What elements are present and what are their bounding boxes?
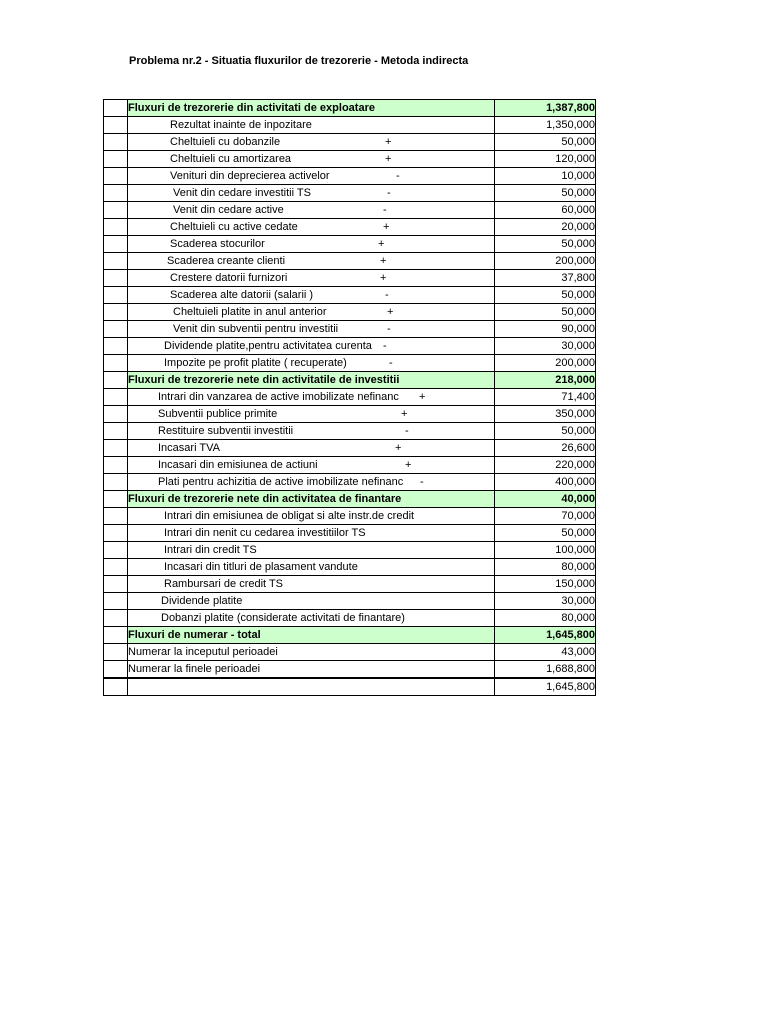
table-row: [104, 542, 596, 559]
table-row: [104, 610, 596, 627]
row-sign: +: [383, 221, 390, 233]
row-label-cell: [128, 219, 495, 236]
row-label-cell: [128, 168, 495, 185]
row-blank-cell: [104, 185, 128, 202]
row-blank-cell: [104, 627, 128, 644]
row-value-cell: 50,000: [495, 423, 596, 440]
row-sign: +: [419, 391, 426, 403]
row-value-cell: 220,000: [495, 457, 596, 474]
row-label-cell: [128, 627, 495, 644]
row-blank-cell: [104, 168, 128, 185]
table-row: [104, 219, 596, 236]
table-row: [104, 661, 596, 679]
table-row: [104, 559, 596, 576]
table-row: [104, 525, 596, 542]
row-value-cell: 20,000: [495, 219, 596, 236]
row-blank-cell: [104, 491, 128, 508]
row-label: Restituire subventii investitii: [158, 425, 294, 437]
row-blank-cell: [104, 474, 128, 491]
row-label: Incasari din titluri de plasament vandute: [164, 561, 358, 573]
row-blank-cell: [104, 610, 128, 627]
row-value-cell: 50,000: [495, 236, 596, 253]
row-label: Subventii publice primite: [158, 408, 278, 420]
table-row: [104, 117, 596, 134]
row-blank-cell: [104, 151, 128, 168]
row-label: Fluxuri de trezorerie din activitati de exploatare: [128, 102, 375, 114]
row-blank-cell: [104, 304, 128, 321]
table-row: [104, 168, 596, 185]
row-sign: +: [380, 272, 387, 284]
row-label: Fluxuri de trezorerie nete din activitatea de finantare: [128, 493, 402, 505]
row-label: Rambursari de credit TS: [164, 578, 284, 590]
table-row: [104, 576, 596, 593]
table-row: [104, 593, 596, 610]
row-value-cell: 80,000: [495, 559, 596, 576]
row-value-cell: 100,000: [495, 542, 596, 559]
row-sign: +: [405, 459, 412, 471]
section-header-row: [104, 372, 596, 389]
table-row: [104, 304, 596, 321]
row-label-cell: [128, 559, 495, 576]
row-value-cell: 50,000: [495, 287, 596, 304]
row-label: Intrari din nenit cu cedarea investitiilor TS: [164, 527, 366, 539]
row-label-cell: [128, 525, 495, 542]
row-label: Fluxuri de numerar - total: [128, 629, 261, 641]
cash-flow-table: [103, 99, 596, 696]
row-sign: +: [387, 306, 394, 318]
page-title: Problema nr.2 - Situatia fluxurilor de trezorerie - Metoda indirecta: [129, 55, 469, 67]
row-value-cell: 26,600: [495, 440, 596, 457]
row-sign: -: [383, 340, 387, 352]
row-label: Venit din cedare investitii TS: [173, 187, 311, 199]
row-value-cell: 37,800: [495, 270, 596, 287]
row-blank-cell: [104, 593, 128, 610]
row-value-cell: 1,387,800: [495, 100, 596, 117]
row-sign: +: [380, 255, 387, 267]
row-blank-cell: [104, 678, 128, 696]
row-blank-cell: [104, 457, 128, 474]
row-blank-cell: [104, 117, 128, 134]
row-blank-cell: [104, 389, 128, 406]
row-blank-cell: [104, 542, 128, 559]
row-value-cell: 150,000: [495, 576, 596, 593]
row-blank-cell: [104, 525, 128, 542]
section-header-row: [104, 627, 596, 644]
row-value-cell: 50,000: [495, 134, 596, 151]
row-label: Scaderea stocurilor: [170, 238, 265, 250]
row-label: Intrari din credit TS: [164, 544, 257, 556]
table-row: [104, 287, 596, 304]
row-label-cell: [128, 474, 495, 491]
row-value-cell: 50,000: [495, 185, 596, 202]
row-label: Cheltuieli cu active cedate: [170, 221, 298, 233]
row-label-cell: [128, 287, 495, 304]
row-blank-cell: [104, 270, 128, 287]
table-row: [104, 236, 596, 253]
row-label-cell: [128, 270, 495, 287]
table-row: [104, 457, 596, 474]
row-blank-cell: [104, 338, 128, 355]
table-row: [104, 406, 596, 423]
row-value-cell: 60,000: [495, 202, 596, 219]
row-label: Cheltuieli cu dobanzile: [170, 136, 281, 148]
row-blank-cell: [104, 372, 128, 389]
row-label-cell: [128, 406, 495, 423]
row-value-cell: 218,000: [495, 372, 596, 389]
row-label: Venit din subventii pentru investitii: [173, 323, 339, 335]
row-label: Intrari din emisiunea de obligat si alte instr.de credit: [164, 510, 415, 522]
row-label-cell: [128, 355, 495, 372]
row-label: Plati pentru achizitia de active imobilizate nefinanc: [158, 476, 404, 488]
row-label-cell: [128, 491, 495, 508]
section-header-row: [104, 100, 596, 117]
row-label-cell: [128, 253, 495, 270]
row-label: Dividende platite,pentru activitatea curenta: [164, 340, 372, 352]
row-label: Cheltuieli platite in anul anterior: [173, 306, 327, 318]
row-label-cell: [128, 151, 495, 168]
table-row: [104, 644, 596, 661]
row-label: Venituri din deprecierea activelor: [170, 170, 330, 182]
row-label-cell: [128, 304, 495, 321]
row-label: Dividende platite: [161, 595, 243, 607]
row-blank-cell: [104, 202, 128, 219]
row-sign: +: [378, 238, 385, 250]
row-label-cell: [128, 202, 495, 219]
row-sign: -: [405, 425, 409, 437]
row-blank-cell: [104, 644, 128, 661]
row-blank-cell: [104, 508, 128, 525]
row-blank-cell: [104, 100, 128, 117]
section-header-row: [104, 491, 596, 508]
row-value-cell: 1,350,000: [495, 117, 596, 134]
table-row: [104, 321, 596, 338]
row-blank-cell: [104, 236, 128, 253]
row-sign: +: [395, 442, 402, 454]
row-label: Cheltuieli cu amortizarea: [170, 153, 292, 165]
row-sign: -: [389, 357, 393, 369]
row-value-cell: 71,400: [495, 389, 596, 406]
row-value-cell: 50,000: [495, 525, 596, 542]
row-label-cell: [128, 389, 495, 406]
row-blank-cell: [104, 423, 128, 440]
row-label-cell: [128, 593, 495, 610]
row-label: Numerar la inceputul perioadei: [128, 646, 278, 658]
row-blank-cell: [104, 219, 128, 236]
row-sign: -: [387, 187, 391, 199]
row-value-cell: 30,000: [495, 338, 596, 355]
row-sign: -: [383, 204, 387, 216]
row-blank-cell: [104, 253, 128, 270]
table-row: [104, 423, 596, 440]
row-value-cell: 400,000: [495, 474, 596, 491]
row-label-cell: [128, 117, 495, 134]
row-value-cell: 50,000: [495, 304, 596, 321]
row-label-cell: [128, 423, 495, 440]
table-row: [104, 338, 596, 355]
row-value-cell: 43,000: [495, 644, 596, 661]
row-sign: -: [387, 323, 391, 335]
row-value-cell: 80,000: [495, 610, 596, 627]
row-sign: -: [385, 289, 389, 301]
row-label-cell: [128, 372, 495, 389]
table-row: [104, 134, 596, 151]
row-label-cell: [128, 661, 495, 679]
row-value-cell: 1,645,800: [495, 627, 596, 644]
row-label-cell: [128, 678, 495, 696]
row-sign: +: [385, 136, 392, 148]
row-sign: +: [401, 408, 408, 420]
row-value-cell: 1,645,800: [495, 678, 596, 696]
row-blank-cell: [104, 661, 128, 679]
table-row: [104, 389, 596, 406]
row-label-cell: [128, 457, 495, 474]
row-blank-cell: [104, 287, 128, 304]
row-label: Venit din cedare active: [173, 204, 284, 216]
table-row: [104, 474, 596, 491]
row-blank-cell: [104, 406, 128, 423]
row-label-cell: [128, 508, 495, 525]
row-label-cell: [128, 576, 495, 593]
row-value-cell: 40,000: [495, 491, 596, 508]
row-label: Scaderea creante clienti: [167, 255, 286, 267]
row-blank-cell: [104, 355, 128, 372]
row-label: Numerar la finele perioadei: [128, 663, 261, 675]
table-row: [104, 678, 596, 696]
row-label: Intrari din vanzarea de active imobilizate nefinanc: [158, 391, 399, 403]
row-value-cell: 350,000: [495, 406, 596, 423]
row-label: Scaderea alte datorii (salarii ): [170, 289, 314, 301]
row-value-cell: 30,000: [495, 593, 596, 610]
table-row: [104, 440, 596, 457]
row-value-cell: 1,688,800: [495, 661, 596, 679]
row-value-cell: 120,000: [495, 151, 596, 168]
row-label-cell: [128, 610, 495, 627]
row-label-cell: [128, 185, 495, 202]
row-label-cell: [128, 100, 495, 117]
table-row: [104, 270, 596, 287]
row-label: Dobanzi platite (considerate activitati de finantare): [161, 612, 405, 624]
row-blank-cell: [104, 134, 128, 151]
row-sign: +: [385, 153, 392, 165]
row-label: Incasari din emisiunea de actiuni: [158, 459, 318, 471]
row-label-cell: [128, 321, 495, 338]
table-row: [104, 355, 596, 372]
row-label: Crestere datorii furnizori: [170, 272, 288, 284]
row-label-cell: [128, 542, 495, 559]
row-blank-cell: [104, 559, 128, 576]
row-value-cell: 90,000: [495, 321, 596, 338]
row-sign: -: [396, 170, 400, 182]
table-row: [104, 202, 596, 219]
row-label: Fluxuri de trezorerie nete din activitatile de investitii: [128, 374, 400, 386]
row-label: Impozite pe profit platite ( recuperate): [164, 357, 347, 369]
table-row: [104, 253, 596, 270]
row-blank-cell: [104, 576, 128, 593]
row-label: Rezultat inainte de inpozitare: [170, 119, 312, 131]
row-label-cell: [128, 440, 495, 457]
table-row: [104, 508, 596, 525]
row-label: Incasari TVA: [158, 442, 220, 454]
row-label-cell: [128, 338, 495, 355]
row-blank-cell: [104, 440, 128, 457]
row-value-cell: 70,000: [495, 508, 596, 525]
table-row: [104, 151, 596, 168]
row-blank-cell: [104, 321, 128, 338]
table-row: [104, 185, 596, 202]
row-label-cell: [128, 134, 495, 151]
row-label-cell: [128, 644, 495, 661]
row-value-cell: 200,000: [495, 355, 596, 372]
row-value-cell: 10,000: [495, 168, 596, 185]
row-value-cell: 200,000: [495, 253, 596, 270]
row-label-cell: [128, 236, 495, 253]
row-sign: -: [420, 476, 424, 488]
